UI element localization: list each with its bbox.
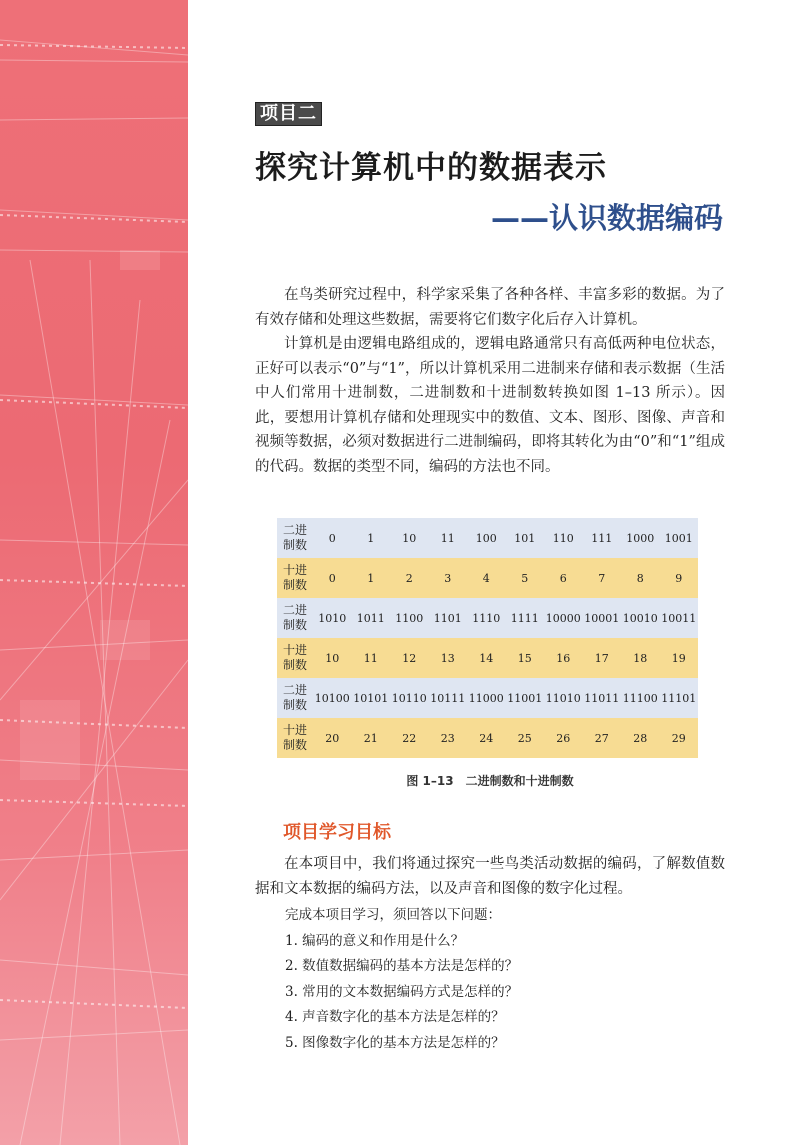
- table-cell: 1: [352, 558, 391, 598]
- table-cell: 1: [352, 518, 391, 558]
- table-cell: 27: [583, 718, 622, 758]
- section-title: 项目学习目标: [283, 822, 391, 843]
- decorative-sidebar: [0, 0, 188, 1145]
- table-cell: 29: [660, 718, 699, 758]
- table-cell: 18: [621, 638, 660, 678]
- row-label-part: 制数: [282, 738, 307, 752]
- table-cell: 11010: [544, 678, 583, 718]
- table-cell: 10000: [544, 598, 583, 638]
- table-cell: 0: [313, 558, 352, 598]
- goals-text: [255, 852, 725, 901]
- table-cell: 10111: [429, 678, 468, 718]
- table-cell: 1001: [660, 518, 699, 558]
- row-label: [277, 518, 313, 558]
- table-cell: 1111: [506, 598, 545, 638]
- table-cell: 7: [583, 558, 622, 598]
- page-subtitle: ——认识数据编码: [490, 201, 723, 235]
- table-cell: 17: [583, 638, 622, 678]
- table-cell: 21: [352, 718, 391, 758]
- row-label: [277, 598, 313, 638]
- intro-paragraph: 在鸟类研究过程中，科学家采集了各种各样、丰富多彩的数据。为了有效存储和处理这些数据，需要将它们数字化后存入计算机。: [255, 287, 725, 328]
- table-cell: 12: [390, 638, 429, 678]
- decimal-row: [277, 638, 698, 678]
- table-cell: 11: [429, 518, 468, 558]
- goals-paragraph: 在本项目中，我们将通过探究一些鸟类活动数据的编码，了解数值数据和文本数据的编码方法，以及声音和图像的数字化过程。: [255, 856, 725, 897]
- table-cell: 22: [390, 718, 429, 758]
- table-cell: 1010: [313, 598, 352, 638]
- binary-row: [277, 598, 698, 638]
- table-cell: 1011: [352, 598, 391, 638]
- row-label-part: 制数: [282, 618, 307, 632]
- table-cell: 1110: [467, 598, 506, 638]
- table-cell: 5: [506, 558, 545, 598]
- table-cell: 3: [429, 558, 468, 598]
- table-cell: 10: [390, 518, 429, 558]
- table-cell: 10: [313, 638, 352, 678]
- row-label: [277, 678, 313, 718]
- row-label-part: 制数: [282, 658, 307, 672]
- table-cell: 25: [506, 718, 545, 758]
- table-cell: 10011: [660, 598, 699, 638]
- question-item: 1. 编码的意义和作用是什么？: [285, 932, 465, 949]
- table-cell: 111: [583, 518, 622, 558]
- table-cell: 24: [467, 718, 506, 758]
- table-cell: 10101: [352, 678, 391, 718]
- table-cell: 6: [544, 558, 583, 598]
- table-cell: 1000: [621, 518, 660, 558]
- table-cell: 0: [313, 518, 352, 558]
- figure-caption: 图 1–13 二进制数和十进制数: [406, 774, 574, 788]
- binary-row: [277, 518, 698, 558]
- binary-decimal-table: [277, 518, 698, 758]
- binary-row: [277, 678, 698, 718]
- table-cell: 14: [467, 638, 506, 678]
- row-label-part: 二进: [282, 523, 307, 537]
- questions-intro: 完成本项目学习，须回答以下问题：: [285, 907, 501, 923]
- table-cell: 11000: [467, 678, 506, 718]
- table-cell: 10010: [621, 598, 660, 638]
- table-cell: 8: [621, 558, 660, 598]
- question-item: 2. 数值数据编码的基本方法是怎样的？: [285, 958, 519, 974]
- page-title: 探究计算机中的数据表示: [255, 150, 607, 186]
- row-label-part: 制数: [282, 698, 307, 712]
- decimal-row: [277, 718, 698, 758]
- table-cell: 10001: [583, 598, 622, 638]
- row-label-part: 二进: [282, 683, 307, 697]
- table-cell: 28: [621, 718, 660, 758]
- table-cell: 11001: [506, 678, 545, 718]
- question-item: 4. 声音数字化的基本方法是怎样的？: [285, 1009, 505, 1025]
- table-cell: 11011: [583, 678, 622, 718]
- table-cell: 20: [313, 718, 352, 758]
- table-cell: 1100: [390, 598, 429, 638]
- table-cell: 10100: [313, 678, 352, 718]
- table-cell: 11100: [621, 678, 660, 718]
- project-badge: 项目二: [255, 102, 322, 126]
- row-label-part: 十进: [282, 643, 307, 657]
- question-item: 5. 图像数字化的基本方法是怎样的？: [285, 1034, 505, 1051]
- table-cell: 9: [660, 558, 699, 598]
- row-label-part: 制数: [282, 578, 307, 592]
- question-block: [285, 903, 518, 1056]
- question-item: 3. 常用的文本数据编码方式是怎样的？: [285, 983, 519, 1000]
- table-cell: 23: [429, 718, 468, 758]
- table-cell: 110: [544, 518, 583, 558]
- row-label: [277, 718, 313, 758]
- table-cell: 1101: [429, 598, 468, 638]
- table-cell: 16: [544, 638, 583, 678]
- row-label-part: 十进: [282, 563, 307, 577]
- row-label: [277, 558, 313, 598]
- table-cell: 2: [390, 558, 429, 598]
- row-label-part: 制数: [282, 538, 307, 552]
- table-cell: 11101: [660, 678, 699, 718]
- table-cell: 15: [506, 638, 545, 678]
- row-label: [277, 638, 313, 678]
- row-label-part: 十进: [282, 723, 307, 737]
- table-cell: 10110: [390, 678, 429, 718]
- row-label-part: 二进: [282, 603, 307, 617]
- table-cell: 4: [467, 558, 506, 598]
- table-cell: 101: [506, 518, 545, 558]
- intro-text: [255, 283, 725, 479]
- decimal-row: [277, 558, 698, 598]
- digital-grid-decoration: [0, 0, 188, 1145]
- table-cell: 100: [467, 518, 506, 558]
- table-cell: 26: [544, 718, 583, 758]
- table-cell: 13: [429, 638, 468, 678]
- intro-paragraph: 计算机是由逻辑电路组成的，逻辑电路通常只有高低两种电位状态，正好可以表示“0”与“1”，所以计算机采用二进制来存储和表示数据（生活中人们常用十进制数，二进制数和十进制数转换如图 1–13 所示）。因此，要想用计算机存储和处理现实中的数值、文本、图形、图像、声音和视频等数据，必须对数据进行二进制编码，即将其转化为由“0”和“1”组成的代码。数据的类型不同，编码的方法也不同。: [255, 336, 725, 475]
- table-cell: 11: [352, 638, 391, 678]
- table-cell: 19: [660, 638, 699, 678]
